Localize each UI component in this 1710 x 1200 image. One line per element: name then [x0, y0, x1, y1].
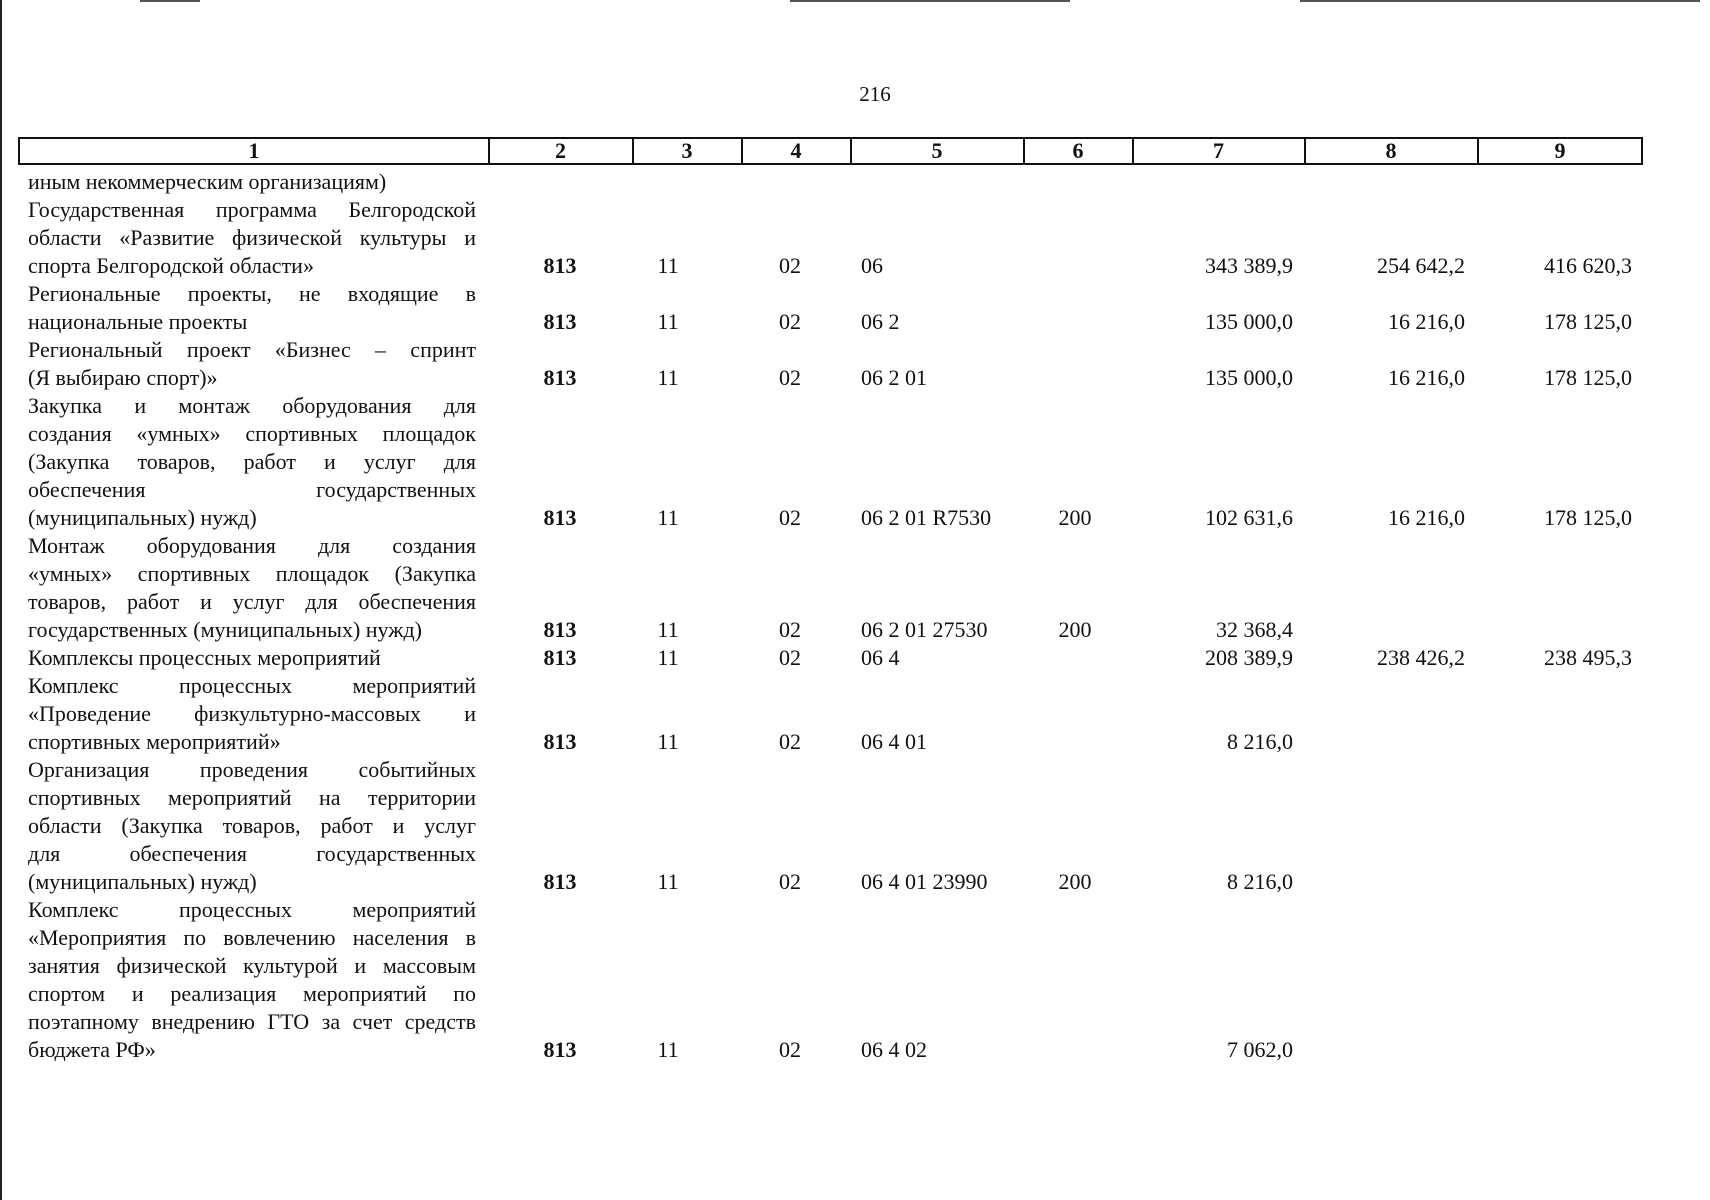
description-line: поэтапному внедрению ГТО за счет средств: [28, 1009, 476, 1034]
cell-col3: 11: [657, 729, 679, 754]
description-line: Монтаж оборудования для создания: [28, 533, 476, 558]
description-line: бюджета РФ»: [28, 1037, 156, 1062]
row-description: [28, 196, 476, 280]
column-header-1: 1: [248, 138, 260, 163]
description-line: области «Развитие физической культуры и: [28, 225, 476, 250]
description-line: (муниципальных) нужд): [28, 869, 257, 894]
cell-col9: 178 125,0: [1544, 309, 1632, 334]
description-line: Комплекс процессных мероприятий: [28, 897, 476, 922]
description-line: «умных» спортивных площадок (Закупка: [28, 561, 476, 586]
cell-col3: 11: [657, 309, 679, 334]
cell-col8: 238 426,2: [1377, 645, 1465, 670]
cell-col4: 02: [779, 1037, 801, 1062]
row-description: [28, 392, 476, 532]
row-description: [28, 280, 476, 336]
description-line: «Мероприятия по вовлечению населения в: [28, 925, 476, 950]
cell-col5: 06: [861, 253, 883, 278]
cell-col4: 02: [779, 869, 801, 894]
column-header-3: 3: [681, 138, 693, 163]
description-line: спортом и реализация мероприятий по: [28, 981, 476, 1006]
cell-col2: 813: [543, 309, 577, 334]
description-line: спорта Белгородской области»: [28, 253, 314, 278]
cell-col2: 813: [543, 253, 577, 278]
cell-col2: 813: [543, 645, 577, 670]
description-line: (муниципальных) нужд): [28, 505, 257, 530]
page-left-border: [0, 0, 2, 1200]
row-description: [28, 644, 476, 672]
description-line: Региональные проекты, не входящие в: [28, 281, 476, 306]
cell-col2: 813: [543, 1037, 577, 1062]
description-line: Комплекс процессных мероприятий: [28, 673, 476, 698]
cell-col7: 135 000,0: [1205, 309, 1293, 334]
cell-col2: 813: [543, 505, 577, 530]
cell-col3: 11: [657, 645, 679, 670]
cell-col7: 135 000,0: [1205, 365, 1293, 390]
description-line: для обеспечения государственных: [28, 841, 476, 866]
cell-col6: 200: [1058, 617, 1092, 642]
description-line: спортивных мероприятий на территории: [28, 785, 476, 810]
description-line: (Я выбираю спорт)»: [28, 365, 218, 390]
cell-col9: 238 495,3: [1544, 645, 1632, 670]
cell-col3: 11: [657, 253, 679, 278]
cell-col4: 02: [779, 253, 801, 278]
cell-col7: 8 216,0: [1227, 869, 1293, 894]
cell-col4: 02: [779, 365, 801, 390]
page-number: 216: [859, 82, 891, 106]
column-header-6: 6: [1072, 138, 1084, 163]
cell-col4: 02: [779, 617, 801, 642]
description-line: области (Закупка товаров, работ и услуг: [28, 813, 476, 838]
cell-col7: 102 631,6: [1205, 505, 1293, 530]
cell-col8: 16 216,0: [1388, 309, 1465, 334]
column-header-5: 5: [931, 138, 943, 163]
column-header-4: 4: [790, 138, 802, 163]
cell-col2: 813: [543, 869, 577, 894]
cell-col5: 06 4 01 23990: [861, 869, 988, 894]
description-line: «Проведение физкультурно-массовых и: [28, 701, 476, 726]
cell-col9: 178 125,0: [1544, 365, 1632, 390]
description-line: государственных (муниципальных) нужд): [28, 617, 422, 642]
column-header-2: 2: [555, 138, 566, 163]
cell-col3: 11: [657, 869, 679, 894]
cell-col5: 06 2: [861, 309, 900, 334]
cell-col2: 813: [543, 617, 577, 642]
column-header-7: 7: [1213, 138, 1224, 163]
description-line: (Закупка товаров, работ и услуг для: [28, 449, 476, 474]
cell-col2: 813: [543, 365, 577, 390]
cell-col3: 11: [657, 1037, 679, 1062]
cell-col9: 178 125,0: [1544, 505, 1632, 530]
cell-col4: 02: [779, 505, 801, 530]
column-header-9: 9: [1554, 138, 1566, 163]
description-line: Организация проведения событийных: [28, 757, 476, 782]
row-description: [28, 532, 476, 644]
description-line: Государственная программа Белгородской: [28, 197, 476, 222]
cell-col7: 343 389,9: [1205, 253, 1293, 278]
row-description: [28, 896, 476, 1064]
table-header: [18, 137, 1643, 165]
cell-col8: 16 216,0: [1388, 505, 1465, 530]
cell-col5: 06 4 02: [861, 1037, 927, 1062]
description-line: товаров, работ и услуг для обеспечения: [28, 589, 476, 614]
row-description: [28, 672, 476, 756]
cell-col3: 11: [657, 505, 679, 530]
cell-col6: 200: [1058, 869, 1092, 894]
cell-col5: 06 2 01 27530: [861, 617, 988, 642]
cell-col8: 254 642,2: [1377, 253, 1465, 278]
cell-col3: 11: [657, 617, 679, 642]
cell-col6: 200: [1058, 505, 1092, 530]
cell-col7: 208 389,9: [1205, 645, 1293, 670]
cell-col4: 02: [779, 645, 801, 670]
column-header-8: 8: [1385, 138, 1397, 163]
cell-col9: 416 620,3: [1544, 253, 1632, 278]
cell-col5: 06 2 01 R7530: [861, 505, 992, 530]
description-line: иным некоммерческим организациям): [28, 169, 387, 194]
description-line: Закупка и монтаж оборудования для: [28, 393, 476, 418]
description-line: обеспечения государственных: [28, 477, 476, 502]
cell-col7: 7 062,0: [1227, 1037, 1293, 1062]
cell-col2: 813: [543, 729, 577, 754]
description-line: создания «умных» спортивных площадок: [28, 421, 476, 446]
description-line: национальные проекты: [28, 309, 248, 334]
description-line: занятия физической культурой и массовым: [28, 953, 476, 978]
cell-col5: 06 4: [861, 645, 900, 670]
description-line: Региональный проект «Бизнес – спринт: [28, 337, 476, 362]
scan-artifact: [140, 0, 200, 2]
cell-col3: 11: [657, 365, 679, 390]
description-line: Комплексы процессных мероприятий: [28, 645, 381, 670]
description-line: спортивных мероприятий»: [28, 729, 281, 754]
cell-col5: 06 2 01: [861, 365, 927, 390]
cell-col7: 8 216,0: [1227, 729, 1293, 754]
row-description: [28, 756, 476, 896]
cell-col4: 02: [779, 309, 801, 334]
row-description: [28, 336, 476, 392]
cell-col7: 32 368,4: [1216, 617, 1293, 642]
intro-line: [28, 168, 476, 196]
scan-artifact: [1300, 0, 1700, 2]
scan-artifact: [790, 0, 1070, 2]
cell-col4: 02: [779, 729, 801, 754]
cell-col8: 16 216,0: [1388, 365, 1465, 390]
cell-col5: 06 4 01: [861, 729, 927, 754]
